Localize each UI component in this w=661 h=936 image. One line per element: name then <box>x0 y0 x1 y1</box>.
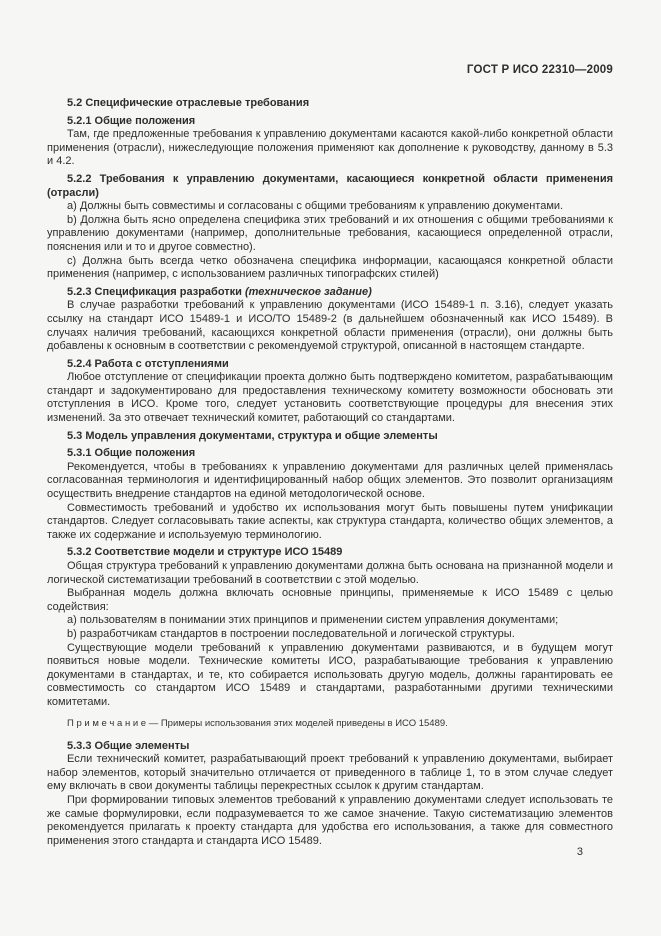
paragraph: c) Должна быть всегда четко обозначена специфика информации, касающаяся конкретной области применения (например, с использованием различных типографских стилей) <box>47 254 613 281</box>
paragraph: Если технический комитет, разрабатывающий проект требований к управлению документами, выбирает набор элементов, который значительно отличается от приведенного в таблице 1, то в этом случае следует ему включать в свои документы таблицы перекрестных ссылок к другим стандартам. <box>47 753 613 793</box>
section-heading: 5.3 Модель управления документами, структура и общие элементы <box>67 429 438 442</box>
subsection-heading: 5.2.1 Общие положения <box>67 114 196 127</box>
heading-text: 5.2.3 Спецификация разработки <box>67 285 242 298</box>
paragraph: Общая структура требований к управлению документами должна быть основана на признанной модели и логической систематизации требований в соответствии с этой моделью. <box>47 560 613 586</box>
paragraph: В случае разработки требований к управлению документами (ИСО 15489-1 п. 3.16), следует указать ссылку на стандарт ИСО 15489-1 и ИСО/ТО 15489-2 (в дальнейшем обозначенный как ИСО 15489). В случаях наличия требований, касающихся конкретной области применения (отрасли), они должны быть добавлены к основным в соответствии с рекомендуемой структурой, описанной в настоящем стандарте. <box>47 299 613 353</box>
paragraph: a) Должны быть совместимы и согласованы с общими требованиям к управлению документами. <box>67 200 564 213</box>
paragraph: Любое отступление от спецификации проекта должно быть подтверждено комитетом, разрабатывающим стандарт и задокументировано для предоставления техническому комитету возможности обосновать эти отступления в ИСО. Кроме того, следует установить соответствующие процедуры для внесения этих изменений. За это отвечает технический комитет, работающий со стандартами. <box>47 371 613 425</box>
subsection-heading: 5.3.1 Общие положения <box>67 447 196 460</box>
paragraph: b) Должна быть ясно определена специфика этих требований и их отношения с общими требованиями к управлению документами (например, дополнительные требования, касающиеся определенной отрасли, пояснения или и то и другое совместно). <box>47 213 613 253</box>
note: П р и м е ч а н и е — Примеры использования этих моделей приведены в ИСО 15489. <box>67 717 448 729</box>
subsection-heading: 5.2.4 Работа с отступлениями <box>67 357 229 370</box>
paragraph: b) разработчикам стандартов в построении последовательной и логической структуры. <box>67 627 515 640</box>
paragraph: Существующие модели требований к управлению документами развиваются, и в будущем могут появиться новые модели. Технические комитеты ИСО, разрабатывающие требования к управлению документами в стандартах, и те, кто собирается использовать другую модель, должны гарантировать ее совместимость со стандартом ИСО 15489 и стандартами, разработанными другими техническими комитетами. <box>47 641 613 708</box>
paragraph: Там, где предложенные требования к управлению документами касаются какой-либо конкретной области применения (отрасли), нижеследующие положения применяют как дополнение к руководству, данному в 5.3 и 4.2. <box>47 128 613 168</box>
subsection-heading: 5.2.2 Требования к управлению документами, касающиеся конкретной области применения (отрасли) <box>47 172 613 199</box>
subsection-heading <box>47 286 613 300</box>
paragraph: Совместимость требований и удобство их использования могут быть повышены путем унификации стандартов. Следует согласовывать такие аспекты, как структура стандарта, количество общих элементов, а также их содержание и используемую терминологию. <box>47 501 613 541</box>
section-heading: 5.2 Специфические отраслевые требования <box>67 97 310 109</box>
running-header: ГОСТ Р ИСО 22310—2009 <box>466 64 613 76</box>
paragraph: Рекомендуется, чтобы в требованиях к управлению документами для различных целей применялась согласованная терминология и идентифицированный набор общих элементов. Это позволит организациям осуществить внедрение стандартов на единой методологической основе. <box>47 460 613 501</box>
paragraph: При формировании типовых элементов требований к управлению документами следует использовать те же самые формулировки, если подразумевается то же самое значение. Такую систематизацию элементов рекомендуется прилагать к проекту стандарта для удобства его использования, а также для совместного применения этого стандарта и стандарта ИСО 15489. <box>47 793 613 847</box>
document-content <box>47 93 613 848</box>
page-number: 3 <box>576 846 583 858</box>
heading-italic-text: (техническое задание) <box>245 285 372 298</box>
subsection-heading: 5.3.2 Соответствие модели и структуре ИСО 15489 <box>67 546 343 559</box>
paragraph: Выбранная модель должна включать основные принципы, применяемые к ИСО 15489 с целью содействия: <box>47 587 613 613</box>
paragraph: a) пользователям в понимании этих принципов и применении систем управления документами; <box>67 614 559 627</box>
subsection-heading: 5.3.3 Общие элементы <box>67 739 190 752</box>
